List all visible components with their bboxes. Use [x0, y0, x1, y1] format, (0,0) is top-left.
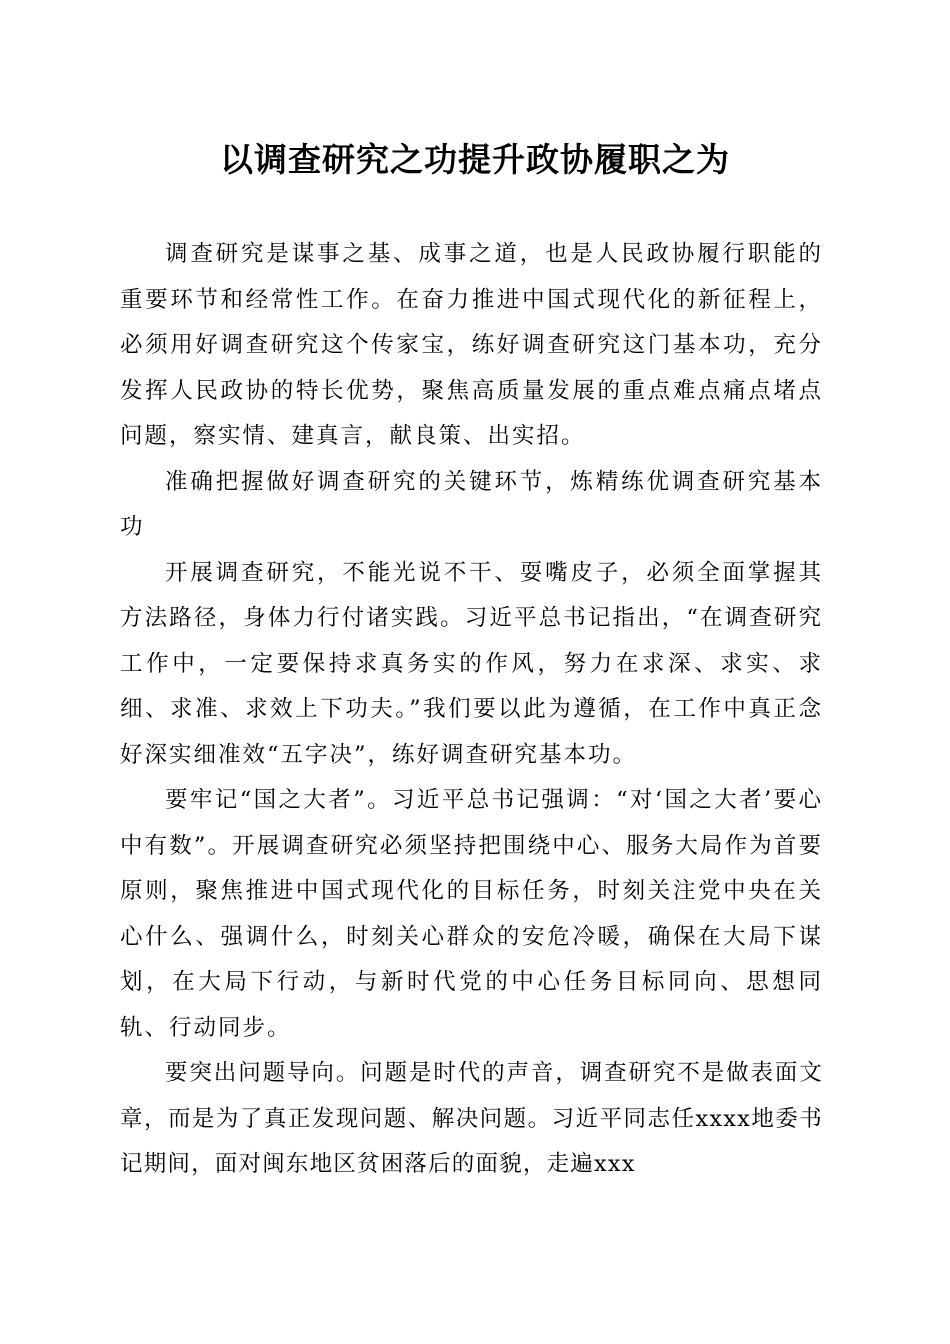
paragraph-big-picture: 要牢记“国之大者”。习近平总书记强调：“对‘国之大者’要心中有数”。开展调查研究必须坚持把围绕中心、服务大局作为首要原则，聚焦推进中国式现代化的目标任务，时刻关注党中央在关心什么、强调什么，时刻关心群众的安危冷暖，确保在大局下谋划，在大局下行动，与新时代党的中心任务目标同向、思想同轨、行动同步。 [120, 787, 823, 1041]
document-body [120, 232, 823, 1188]
document-title: 以调查研究之功提升政协履职之为 [220, 140, 730, 179]
section-heading: 准确把握做好调查研究的关键环节，炼精练优调查研究基本功 [120, 468, 823, 540]
paragraph-problem-orientation: 要突出问题导向。问题是时代的声音，调查研究不是做表面文章，而是为了真正发现问题、解决问题。习近平同志任xxxx地委书记期间，面对闽东地区贫困落后的面貌，走遍xxx [120, 1060, 823, 1177]
paragraph-methods: 开展调查研究，不能光说不干、耍嘴皮子，必须全面掌握其方法路径，身体力行付诸实践。习近平总书记指出，“在调查研究工作中，一定要保持求真务实的作风，努力在求深、求实、求细、求准、求效上下功夫。”我们要以此为遵循，在工作中真正念好深实细准效“五字决”，练好调查研究基本功。 [120, 559, 823, 768]
paragraph-intro: 调查研究是谋事之基、成事之道，也是人民政协履行职能的重要环节和经常性工作。在奋力推进中国式现代化的新征程上，必须用好调查研究这个传家宝，练好调查研究这门基本功，充分发挥人民政协的特长优势，聚焦高质量发展的重点难点痛点堵点问题，察实情、建真言，献良策、出实招。 [120, 241, 823, 449]
